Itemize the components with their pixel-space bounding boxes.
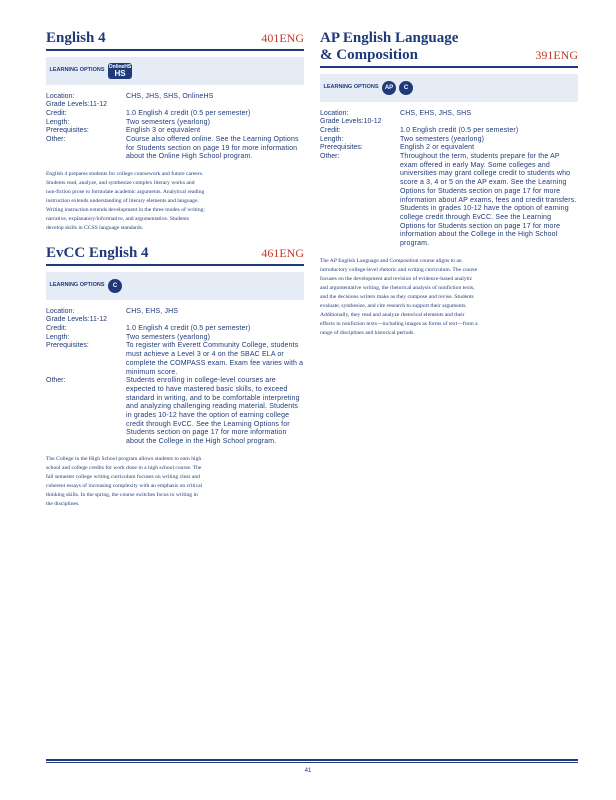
online-hs-icon-mark: HS [114, 68, 126, 78]
title-rule [320, 66, 578, 68]
footer-rule [46, 759, 578, 761]
course-english-4 [46, 30, 304, 233]
prerequisites-label: Prerequisites: [46, 342, 89, 350]
length-value: Two semesters (yearlong) [126, 118, 211, 126]
credit-label: Credit: [46, 109, 67, 117]
learning-options-bar [46, 57, 304, 85]
grade-levels-label [320, 118, 400, 127]
location-label: Location: [320, 109, 349, 117]
prerequisites-label: Prerequisites: [320, 144, 363, 152]
course-description: The College in the High School program allows students to earn high school and college credits for work done in a high school course. The fall semester college writing curriculum focuses on writing clear and coherent essays of increasing complexity with an emphasis on critical thinking skills. In the spring, the course switches focus to writing in the disciplines. [46, 455, 203, 507]
credit-label: Credit: [320, 126, 341, 134]
credit-value: 1.0 English credit (0.5 per semester) [400, 126, 519, 134]
prerequisites-value: To register with Everett Community College, students must achieve a Level 3 or 4 on the SBAC ELA or complete the COMPASS exam. Exam fee varies with a minimum score. [126, 342, 304, 376]
course-info [320, 110, 578, 249]
grade-levels-label-text: Grade Levels: [46, 316, 90, 324]
credit-value: 1.0 English 4 credit (0.5 per semester) [126, 109, 251, 117]
title-rule [46, 264, 304, 266]
grade-levels-value: 11-12 [89, 101, 107, 109]
grade-levels-label-text: Grade Levels: [320, 118, 364, 126]
other-label: Other: [46, 136, 66, 144]
footer-rule-thin [46, 762, 578, 763]
prerequisites-value: English 2 or equivalent [400, 144, 475, 152]
grade-levels-label [46, 101, 126, 110]
course-code: 391ENG [535, 48, 578, 62]
grade-levels-label [46, 316, 126, 325]
location-value: CHS, EHS, JHS, SHS [400, 109, 472, 117]
location-value: CHS, EHS, JHS [126, 307, 179, 315]
online-hs-icon-text: OnlineHS [108, 63, 132, 70]
credit-value: 1.0 English 4 credit (0.5 per semester) [126, 325, 251, 333]
credit-label: Credit: [46, 325, 67, 333]
ap-icon: AP [382, 81, 396, 95]
course-info [46, 308, 304, 447]
course-description: The AP English Language and Composition course aligns to an introductory college-level rhetoric and writing curriculum. The course focuses on the development and revision of evidence-based analytic and argumentative writing, the rhetorical analysis of nonfiction texts, and the decisions writers make as they compose and revise. Students evaluate, synthesize, and cite research to support their arguments. Additionally, they read and analyze rhetorical elements and their effects in nonfiction texts—including images as forms of text—from a range of disciplines and historical periods. [320, 257, 478, 336]
grade-levels-label-text: Grade Levels: [46, 101, 90, 109]
other-label: Other: [46, 377, 66, 385]
prerequisites-label: Prerequisites: [46, 127, 89, 135]
length-label: Length: [46, 333, 70, 341]
learning-options-label: LEARNING OPTIONS [323, 84, 379, 90]
college-in-hs-icon: C [108, 279, 122, 293]
course-title-line2: & Composition [320, 47, 418, 63]
length-label: Length: [320, 135, 344, 143]
location-value: CHS, JHS, SHS, OnlineHS [126, 92, 214, 100]
length-value: Two semesters (yearlong) [400, 135, 485, 143]
grade-levels-value: 11-12 [89, 316, 107, 324]
course-title: EvCC English 4 [46, 245, 149, 262]
course-code: 461ENG [261, 246, 304, 261]
other-value: Students enrolling in college-level courses are expected to have mastered basic skills, to exceed standard in writing, and to be comfortable interpreting and analyzing challenging reading material. Students in grades 10-12 have the option of earning college credit through EvCC. See the Learning Options for Students section on page 17 for more information about the College in the High School program. [126, 377, 300, 446]
page-number: 41 [304, 768, 312, 774]
course-code: 401ENG [261, 31, 304, 45]
course-title: English 4 [46, 30, 106, 46]
learning-options-label: LEARNING OPTIONS [49, 282, 105, 289]
other-value: Course also offered online. See the Learning Options for Students section on page 19 for more information about the Online High School program. [126, 136, 299, 161]
right-column [320, 30, 578, 338]
other-label: Other: [320, 153, 340, 161]
learning-options-bar [46, 272, 304, 300]
college-in-hs-icon: C [399, 81, 413, 95]
left-column [46, 30, 304, 509]
length-label: Length: [46, 118, 70, 126]
course-description: English 4 prepares students for college coursework and future careers. Students read, analyze, and synthesize complex literary works and non-fiction prose to formulate academic arguments. Analytical reading instruction extends understanding of literary elements and language. Writing instruction extends development in the three modes of writing: narrative, explanatory/informative, and argumentative. Students develop skills in CCSS language standards. [46, 171, 206, 232]
other-value: Throughout the term, students prepare for the AP exam offered in early May. Some colleges and universities may grant college credit to students who score a 3, 4 or 5 on the AP exam. See the Learning Options for Students section on page 17 for more information about AP exams, fees and credit transfers. Students in grades 10-12 have the option of earning college credit through EvCC. See the Learning Options for Students section on page 17 for more information about the College in the High School program. [400, 153, 577, 248]
course-evcc-english-4 [46, 245, 304, 509]
prerequisites-value: English 3 or equivalent [126, 127, 201, 135]
learning-options-bar [320, 74, 578, 102]
length-value: Two semesters (yearlong) [126, 333, 211, 341]
location-label: Location: [46, 92, 75, 100]
course-ap-english-language [320, 30, 578, 338]
title-rule [46, 49, 304, 51]
course-info [46, 93, 304, 163]
grade-levels-value: 10-12 [363, 118, 382, 126]
learning-options-label: LEARNING OPTIONS [49, 67, 105, 73]
course-title-line1: AP English Language [320, 30, 459, 46]
location-label: Location: [46, 307, 75, 315]
online-hs-icon [108, 63, 132, 79]
